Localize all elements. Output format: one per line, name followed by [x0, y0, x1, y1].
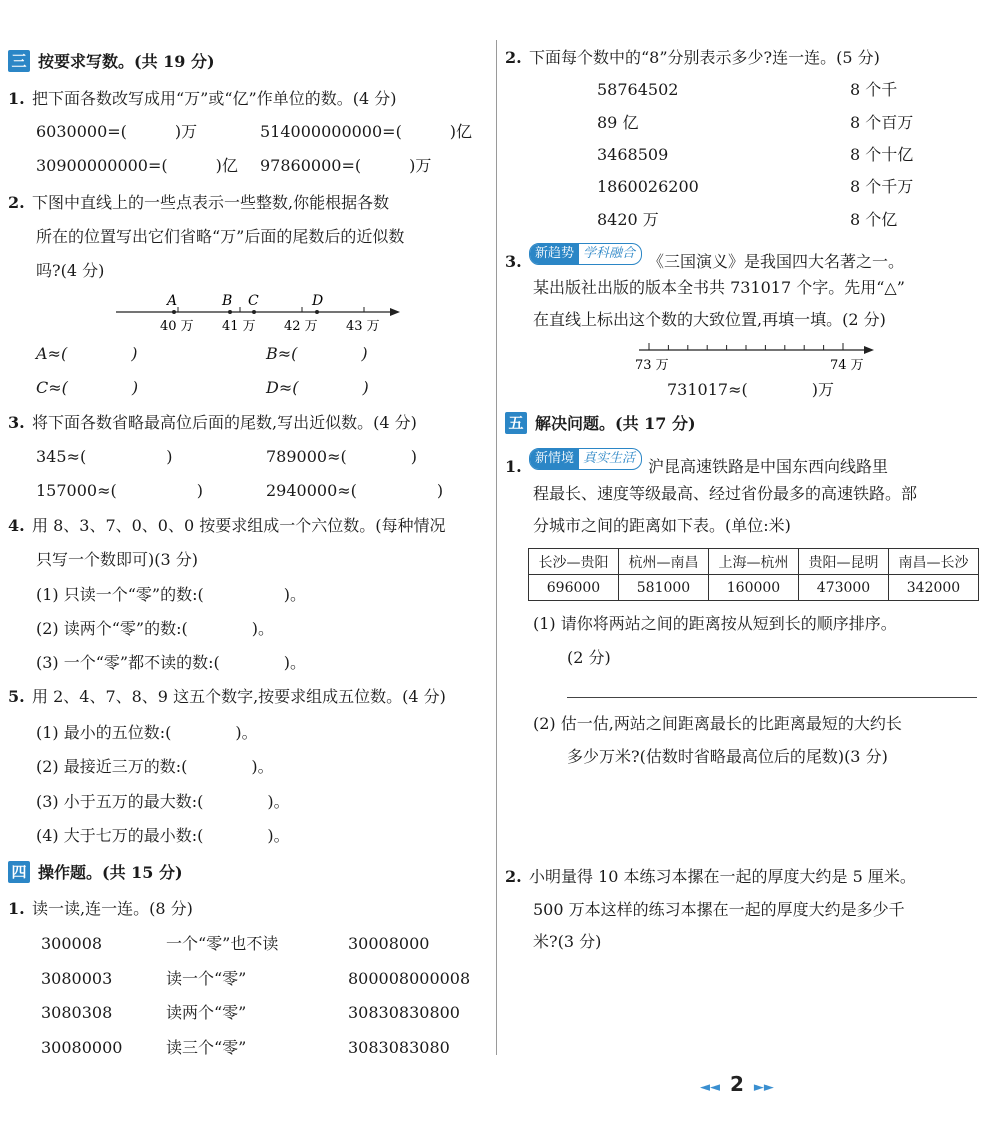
- distance-table: [528, 548, 979, 601]
- number-line-arrow: [390, 308, 400, 316]
- table-cell: 696000: [529, 575, 619, 601]
- question-number: 2.: [505, 48, 522, 67]
- question-text: 将下面各数省略最高位后面的尾数,写出近似数。(4 分): [32, 413, 417, 432]
- tag-label: 新情境: [530, 449, 579, 469]
- table-row: [529, 575, 979, 601]
- match-left-4[interactable]: 30080000: [41, 1038, 123, 1057]
- question-text: 沪昆高速铁路是中国东西向线路里: [648, 457, 889, 476]
- match-left-2[interactable]: 3080003: [41, 969, 113, 988]
- match-right-3[interactable]: 30830830800: [348, 1003, 460, 1022]
- number-line-arrow: [864, 346, 874, 354]
- question-number: 3.: [8, 413, 25, 432]
- table-cell: 581000: [619, 575, 709, 601]
- s5-q1-line-1: [505, 448, 888, 479]
- match-right-1[interactable]: 30008000: [348, 934, 430, 953]
- section-4-title: 操作题。(共 15 分): [38, 863, 183, 882]
- number-line-ticks: [649, 343, 843, 350]
- column-divider: [496, 40, 497, 1055]
- s3-q3-item-2[interactable]: 789000≈( ): [266, 447, 417, 466]
- s3-q1-item-2[interactable]: 514000000000=( )亿: [260, 122, 473, 141]
- s5-q2-line-2: 500 万本这样的练习本摞在一起的厚度大约是多少千: [533, 900, 905, 919]
- label-B: B: [222, 293, 233, 309]
- table-header-cell: 长沙—贵阳: [529, 549, 619, 575]
- s3-q4-item-2[interactable]: (2) 读两个“零”的数:( )。: [36, 619, 274, 638]
- s5-q1-line-2: 程最长、速度等级最高、经过省份最多的高速铁路。部: [533, 484, 918, 503]
- s3-q2-answer-D[interactable]: D≈( ): [266, 378, 369, 397]
- s3-q3-prompt: [8, 411, 417, 435]
- r-q2-meaning-2[interactable]: 8 个百万: [850, 113, 914, 132]
- question-number: 5.: [8, 687, 25, 706]
- question-text: 下图中直线上的一些点表示一些整数,你能根据各数: [32, 193, 390, 212]
- prev-page-icon[interactable]: ◄◄: [700, 1080, 720, 1095]
- tick-label-43: 43 万: [346, 319, 380, 334]
- section-5-header: [505, 412, 696, 436]
- question-number: 3.: [505, 252, 522, 271]
- r-q2-meaning-1[interactable]: 8 个千: [850, 80, 898, 99]
- s3-q2-answer-A[interactable]: A≈( ): [36, 344, 138, 363]
- s3-q1-item-4[interactable]: 97860000=( )万: [260, 156, 432, 175]
- table-cell: 160000: [709, 575, 799, 601]
- s3-q3-item-4[interactable]: 2940000≈( ): [266, 481, 444, 500]
- section-4-badge: 四: [8, 861, 30, 883]
- s3-q5-item-3[interactable]: (3) 小于五万的最大数:( )。: [36, 792, 290, 811]
- match-mid-2[interactable]: 读一个“零”: [166, 969, 247, 988]
- table-cell: 473000: [799, 575, 889, 601]
- match-right-4[interactable]: 3083083080: [348, 1038, 450, 1057]
- match-left-1[interactable]: 300008: [41, 934, 103, 953]
- tag-label: 真实生活: [583, 451, 636, 466]
- label-A: A: [167, 293, 178, 309]
- number-line-40-43: [8, 290, 488, 338]
- next-page-icon[interactable]: ►►: [753, 1080, 774, 1095]
- s3-q2-line-1: [8, 191, 389, 215]
- s3-q3-item-3[interactable]: 157000≈( ): [36, 481, 203, 500]
- point-C: [252, 310, 256, 314]
- s3-q5-prompt: [8, 685, 446, 709]
- r-q2-meaning-5[interactable]: 8 个亿: [850, 210, 898, 229]
- question-text: 《三国演义》是我国四大名著之一。: [648, 252, 905, 271]
- question-number: 1.: [505, 457, 522, 476]
- tick-label-73: 73 万: [635, 358, 669, 373]
- table-header-cell: 杭州—南昌: [619, 549, 709, 575]
- question-number: 2.: [505, 867, 522, 886]
- tick-label-40: 40 万: [160, 319, 194, 334]
- s3-q5-item-2[interactable]: (2) 最接近三万的数:( )。: [36, 757, 274, 776]
- question-number: 1.: [8, 89, 25, 108]
- r-q2-prompt: [505, 46, 880, 70]
- label-C: C: [248, 293, 259, 309]
- s5-q1-sub2-line-1: (2) 估一估,两站之间距离最长的比距离最短的大约长: [533, 714, 902, 733]
- r-q2-number-1[interactable]: 58764502: [597, 80, 679, 99]
- match-mid-4[interactable]: 读三个“零”: [166, 1038, 247, 1057]
- s3-q5-item-4[interactable]: (4) 大于七万的最小数:( )。: [36, 826, 290, 845]
- answer-line[interactable]: [567, 697, 977, 698]
- question-number: 1.: [8, 899, 25, 918]
- question-text: 下面每个数中的“8”分别表示多少?连一连。(5 分): [529, 48, 880, 67]
- s5-q1-sub1-line-1: (1) 请你将两站之间的距离按从短到长的顺序排序。: [533, 614, 897, 633]
- match-left-3[interactable]: 3080308: [41, 1003, 113, 1022]
- r-q3-answer[interactable]: 731017≈( )万: [667, 380, 834, 399]
- r-q2-meaning-4[interactable]: 8 个千万: [850, 177, 914, 196]
- tick-label-74: 74 万: [830, 358, 864, 373]
- section-5-title: 解决问题。(共 17 分): [535, 414, 696, 433]
- point-A: [172, 310, 176, 314]
- r-q2-meaning-3[interactable]: 8 个十亿: [850, 145, 914, 164]
- s3-q4-item-1[interactable]: (1) 只读一个“零”的数:( )。: [36, 585, 306, 604]
- table-header-cell: 贵阳—昆明: [799, 549, 889, 575]
- s3-q3-item-1[interactable]: 345≈( ): [36, 447, 173, 466]
- section-4-header: [8, 861, 183, 885]
- tag-new-trend: [529, 243, 642, 265]
- question-text: 小明量得 10 本练习本摞在一起的厚度大约是 5 厘米。: [529, 867, 916, 886]
- page-number-nav: [700, 1072, 774, 1096]
- question-text: 用 2、4、7、8、9 这五个数字,按要求组成五位数。(4 分): [32, 687, 446, 706]
- s3-q4-item-3[interactable]: (3) 一个“零”都不读的数:( )。: [36, 653, 306, 672]
- match-mid-3[interactable]: 读两个“零”: [166, 1003, 247, 1022]
- match-mid-1[interactable]: 一个“零”也不读: [166, 934, 279, 953]
- tag-new-scenario: [529, 448, 642, 470]
- number-line-73-74: [505, 340, 979, 380]
- s3-q4-line-1: [8, 514, 446, 538]
- s3-q4-line-2: 只写一个数即可)(3 分): [36, 550, 198, 569]
- s3-q2-line-3: 吗?(4 分): [36, 261, 105, 280]
- tag-label: 新趋势: [530, 244, 579, 264]
- question-text: 用 8、3、7、0、0、0 按要求组成一个六位数。(每种情况: [32, 516, 446, 535]
- question-number: 2.: [8, 193, 25, 212]
- s5-q1-sub1-line-2: (2 分): [567, 648, 611, 667]
- s5-q1-sub2-line-2: 多少万米?(估数时省略最高位后的尾数)(3 分): [567, 747, 888, 766]
- r-q2-number-2[interactable]: 89 亿: [597, 113, 639, 132]
- page-number: 2: [730, 1072, 744, 1096]
- section-3-badge: 三: [8, 50, 30, 72]
- r-q2-number-4[interactable]: 1860026200: [597, 177, 699, 196]
- r-q3-line-1: [505, 243, 904, 274]
- match-right-2[interactable]: 800008000008: [348, 969, 471, 988]
- s3-q1-prompt: [8, 87, 396, 111]
- r-q2-number-5[interactable]: 8420 万: [597, 210, 659, 229]
- tick-label-42: 42 万: [284, 319, 318, 334]
- s5-q2-line-1: [505, 865, 916, 889]
- point-D: [315, 310, 319, 314]
- r-q3-line-3: 在直线上标出这个数的大致位置,再填一填。(2 分): [533, 310, 886, 329]
- r-q3-line-2: 某出版社出版的版本全书共 731017 个字。先用“△”: [533, 278, 905, 297]
- s3-q2-answer-B[interactable]: B≈( ): [266, 344, 368, 363]
- s4-q1-prompt: [8, 897, 193, 921]
- question-text: 把下面各数改写成用“万”或“亿”作单位的数。(4 分): [32, 89, 397, 108]
- s5-q2-line-3: 米?(3 分): [533, 932, 602, 951]
- section-3-header: [8, 50, 215, 74]
- table-header-cell: 上海—杭州: [709, 549, 799, 575]
- table-header-cell: 南昌—长沙: [889, 549, 979, 575]
- label-D: D: [312, 293, 324, 309]
- section-3-title: 按要求写数。(共 19 分): [38, 52, 215, 71]
- question-number: 4.: [8, 516, 25, 535]
- s3-q5-item-1[interactable]: (1) 最小的五位数:( )。: [36, 723, 258, 742]
- s5-q1-line-3: 分城市之间的距离如下表。(单位:米): [533, 516, 791, 535]
- table-header-row: [529, 549, 979, 575]
- s3-q1-item-3[interactable]: 30900000000=( )亿: [36, 156, 238, 175]
- tag-label: 学科融合: [583, 246, 636, 261]
- s3-q2-answer-C[interactable]: C≈( ): [36, 378, 139, 397]
- r-q2-number-3[interactable]: 3468509: [597, 145, 669, 164]
- s3-q2-line-2: 所在的位置写出它们省略“万”后面的尾数后的近似数: [36, 227, 405, 246]
- tick-label-41: 41 万: [222, 319, 256, 334]
- question-text: 读一读,连一连。(8 分): [32, 899, 193, 918]
- table-cell: 342000: [889, 575, 979, 601]
- section-5-badge: 五: [505, 412, 527, 434]
- point-B: [228, 310, 232, 314]
- s3-q1-item-1[interactable]: 6030000=( )万: [36, 122, 198, 141]
